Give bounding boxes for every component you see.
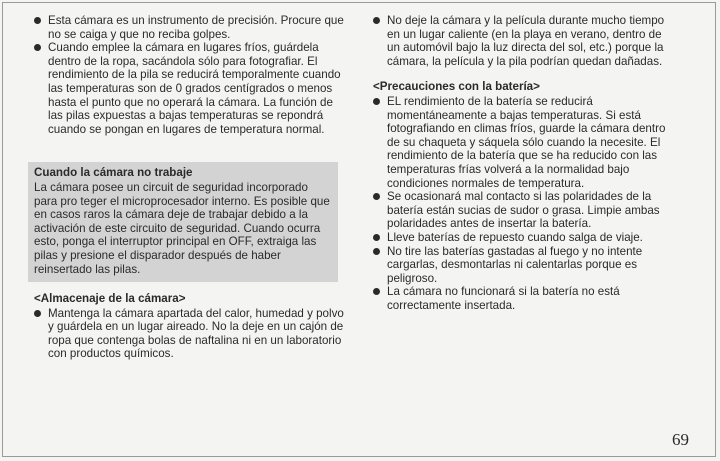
page-number: 69: [672, 430, 689, 449]
bullet-dot-icon: [34, 17, 41, 24]
storage-heading: <Almacenaje de la cámara>: [34, 292, 186, 306]
bullet-dot-icon: [34, 44, 41, 51]
bullet-text: Se ocasionará mal contacto si las polaridades de la batería están sucias de sudor o grasa. Limpie ambas polaridades antes de insertar la batería.: [387, 190, 660, 231]
list-item: [34, 307, 344, 361]
camera-not-working-note: [28, 162, 338, 282]
bullet-text: Esta cámara es un instrumento de precisión. Procure que no se caiga y que no reciba golpes.: [48, 14, 344, 41]
list-item: [34, 41, 344, 136]
bullet-dot-icon: [373, 193, 380, 200]
note-title: Cuando la cámara no trabaje: [34, 166, 193, 180]
list-item: [373, 245, 667, 286]
bullet-text: Mantenga la cámara apartada del calor, humedad y polvo y guárdela en un lugar aireado. No la deje en un cajón de ropa que contenga bolas de naftalina ni en un laboratorio con productos químicos.: [48, 306, 344, 361]
bullet-dot-icon: [34, 310, 41, 317]
list-item: [373, 95, 667, 190]
battery-heading: <Precauciones con la batería>: [373, 80, 540, 94]
bullet-text: Cuando emplee la cámara en lugares fríos, guárdela dentro de la ropa, sacándola sólo para fotografiar. El rendimiento de la pila se reducirá temporalmente cuando las temperaturas son de 0 grados centígrados o menos hasta el punto que no operará la cámara. La función de las pilas expuestas a bajas temperaturas se repondrá cuando se pongan en lugares de temperatura normal.: [48, 41, 341, 136]
left-column: [34, 14, 344, 361]
list-item: [34, 14, 344, 41]
list-item: [373, 285, 667, 312]
bullet-text: EL rendimiento de la batería se reducirá momentáneamente a bajas temperaturas. Si está fotografiando en climas fríos, guarde la cámara dentro de su chaqueta y sáquela sólo cuando la necesite. El rendimiento de la batería que se ha reducido con las temperaturas frías volverá a la normalidad bajo condiciones normales de temperatura.: [387, 94, 666, 190]
bullet-dot-icon: [373, 288, 380, 295]
heat-bullet-list: [373, 14, 667, 68]
right-column: [373, 14, 667, 312]
list-item: [373, 190, 667, 231]
bullet-dot-icon: [373, 234, 380, 241]
battery-bullet-list: [373, 95, 667, 313]
bullet-text: No tire las baterías gastadas al fuego y no intente cargarlas, desmontarlas ni calentarlas porque es peligroso.: [387, 244, 643, 285]
bullet-text: La cámara no funcionará si la batería no está correctamente insertada.: [387, 285, 620, 312]
bullet-dot-icon: [373, 17, 380, 24]
bullet-dot-icon: [373, 98, 380, 105]
storage-bullet-list: [34, 307, 344, 361]
bullet-text: Lleve baterías de repuesto cuando salga de viaje.: [387, 230, 643, 244]
note-text: La cámara posee un circuit de seguridad incorporado para pro teger el microprocesador interno. Es posible que en casos raros la cámara deje de trabajar debido a la activación de este circuito de seguridad. Cuando ocurra esto, ponga el interruptor principal en OFF, extraiga las pilas y presione el disparador después de haber reinsertado las pilas.: [34, 180, 330, 276]
bullet-dot-icon: [373, 248, 380, 255]
precision-bullet-list: [34, 14, 344, 136]
list-item: [373, 231, 667, 245]
list-item: [373, 14, 667, 68]
bullet-text: No deje la cámara y la película durante mucho tiempo en un lugar caliente (en la playa en verano, dentro de un automóvil bajo la luz directa del sol, etc.) porque la cámara, la película y la pila podrían quedan dañadas.: [387, 14, 665, 68]
